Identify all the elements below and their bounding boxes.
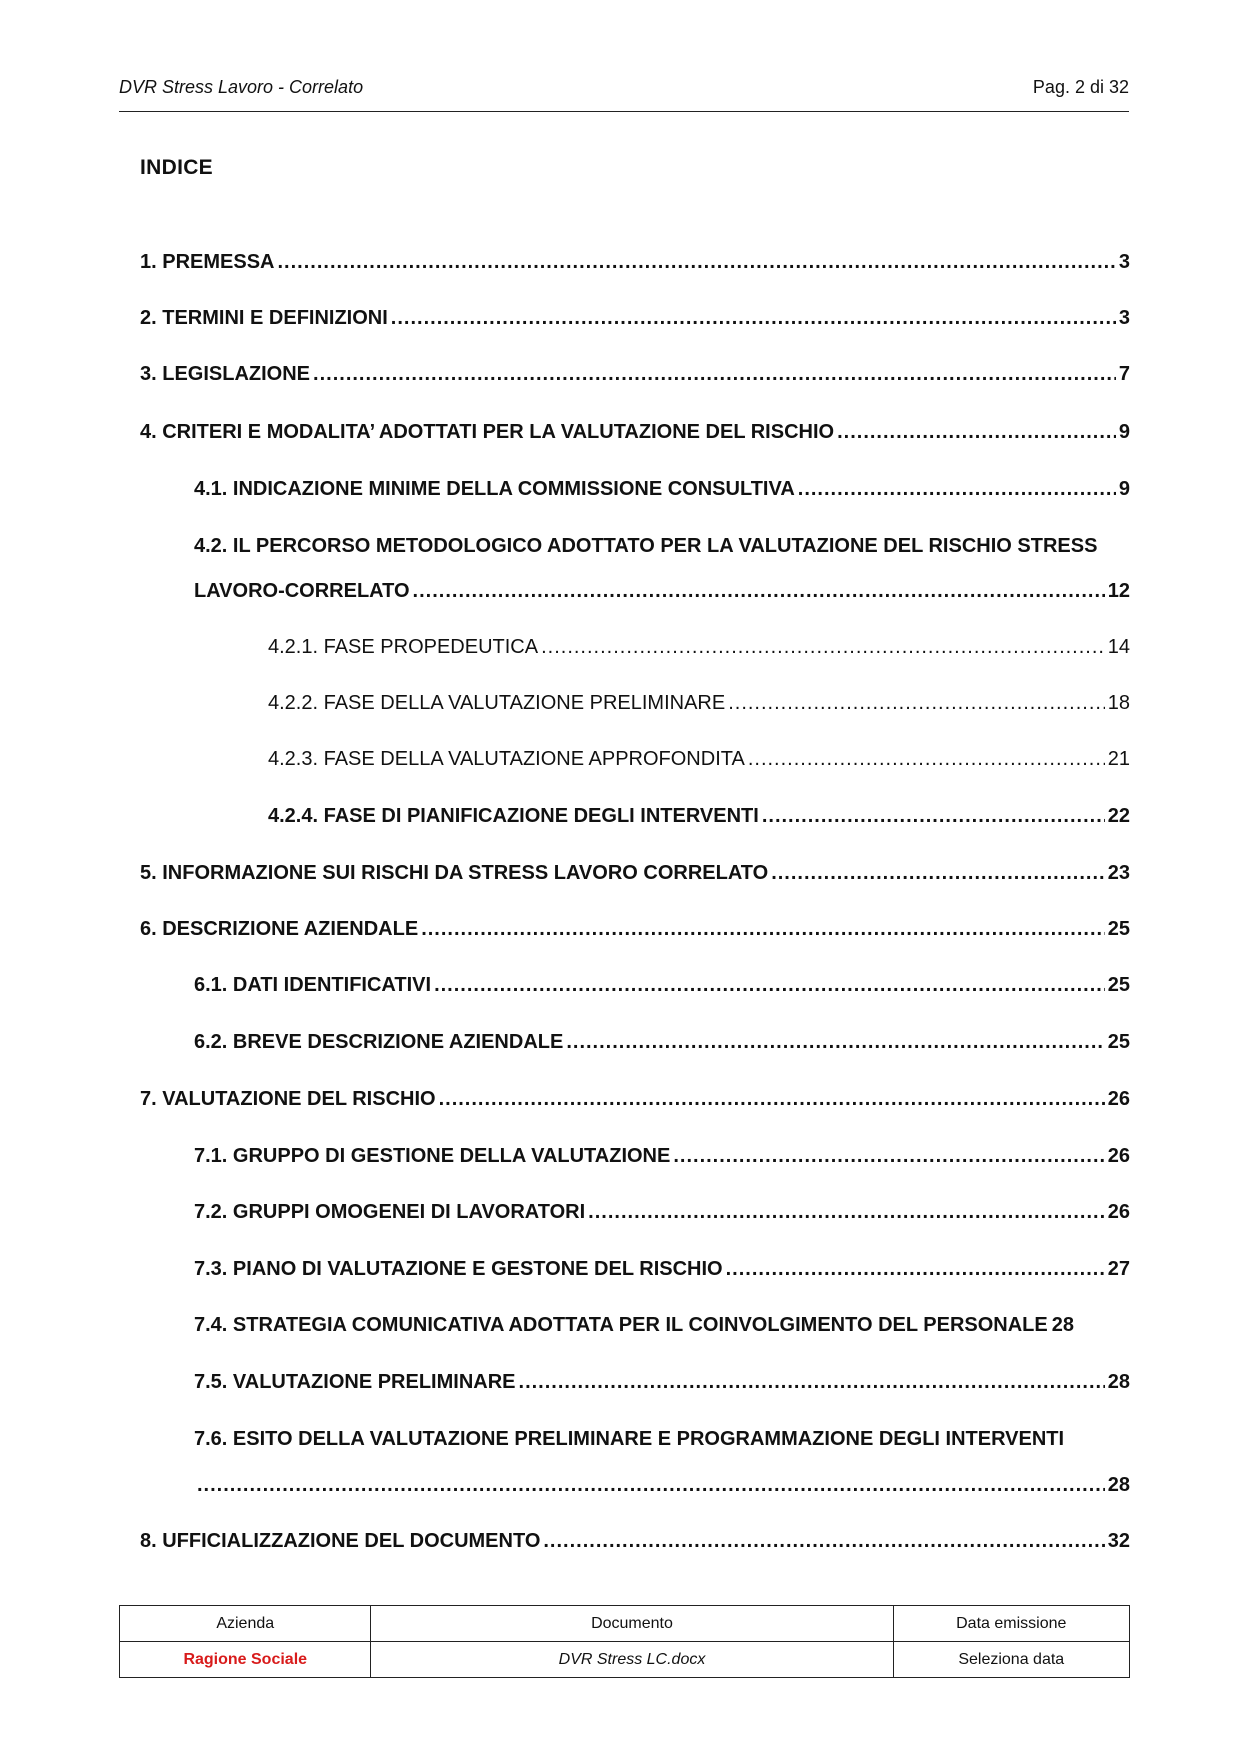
toc-leader-dots <box>541 636 1105 659</box>
toc-entry-2[interactable] <box>140 307 1130 330</box>
toc-entry-label: LAVORO-CORRELATO <box>194 580 410 602</box>
toc-entry-7-5[interactable] <box>194 1371 1130 1394</box>
toc-entry-label: 7.4. STRATEGIA COMUNICATIVA ADOTTATA PER IL COINVOLGIMENTO DEL PERSONALE <box>194 1314 1048 1336</box>
toc-entry-label: 7.2. GRUPPI OMOGENEI DI LAVORATORI <box>194 1201 586 1223</box>
toc-leader-dots <box>771 862 1105 885</box>
toc-leader-dots <box>728 692 1105 715</box>
header-divider <box>119 111 1129 112</box>
toc-leader-dots <box>543 1530 1104 1553</box>
toc-entry-page: 21 <box>1107 748 1130 770</box>
toc-leader-dots <box>313 363 1116 386</box>
toc-entry-7-1[interactable] <box>194 1145 1130 1168</box>
toc-entry-6-1[interactable] <box>194 974 1130 997</box>
toc-entry-page: 28 <box>1107 1371 1130 1393</box>
toc-entry-label: 4.2.3. FASE DELLA VALUTAZIONE APPROFONDITA <box>268 748 745 770</box>
toc-entry-label: 7.3. PIANO DI VALUTAZIONE E GESTONE DEL RISCHIO <box>194 1258 723 1280</box>
toc-entry-page: 14 <box>1107 636 1130 658</box>
footer-documento-header: Documento <box>371 1606 893 1642</box>
toc-entry-page: 25 <box>1107 974 1130 996</box>
toc-leader-dots <box>519 1371 1105 1394</box>
toc-entry-4-2[interactable] <box>194 580 1130 603</box>
toc-entry-3[interactable] <box>140 363 1130 386</box>
toc-entry-page: 9 <box>1118 421 1130 443</box>
toc-leader-dots <box>726 1258 1105 1281</box>
toc-entry-page: 28 <box>1051 1314 1074 1336</box>
footer-data-header: Data emissione <box>893 1606 1129 1642</box>
toc-entry-7-3[interactable] <box>194 1258 1130 1281</box>
toc-entry-label: 6. DESCRIZIONE AZIENDALE <box>140 918 419 940</box>
toc-entry-4-2-3[interactable] <box>268 748 1130 771</box>
toc-entry-page: 28 <box>1107 1474 1130 1496</box>
toc-leader-dots <box>277 251 1115 274</box>
toc-entry-label: 4.2.2. FASE DELLA VALUTAZIONE PRELIMINARE <box>268 692 726 714</box>
toc-entry-1[interactable] <box>140 251 1130 274</box>
toc-entry-6[interactable] <box>140 918 1130 941</box>
index-heading: INDICE <box>140 156 213 179</box>
toc-entry-7[interactable] <box>140 1088 1130 1111</box>
page-header <box>119 77 1129 107</box>
toc-entry-4-2-line1[interactable]: 4.2. IL PERCORSO METODOLOGICO ADOTTATO PER LA VALUTAZIONE DEL RISCHIO STRESS <box>194 535 1098 557</box>
toc-entry-label: 4.2.4. FASE DI PIANIFICAZIONE DEGLI INTERVENTI <box>268 805 759 827</box>
toc-entry-label: 4.2.1. FASE PROPEDEUTICA <box>268 636 539 658</box>
toc-entry-label: 7. VALUTAZIONE DEL RISCHIO <box>140 1088 436 1110</box>
toc-entry-page: 26 <box>1107 1201 1130 1223</box>
document-title: DVR Stress Lavoro - Correlato <box>119 77 364 97</box>
toc-leader-dots <box>413 580 1105 603</box>
toc-entry-4-2-1[interactable] <box>268 636 1130 659</box>
toc-entry-page: 26 <box>1107 1145 1130 1167</box>
toc-entry-page: 23 <box>1107 862 1130 884</box>
toc-entry-4-2-4[interactable] <box>268 805 1130 828</box>
toc-entry-7-6[interactable] <box>194 1474 1130 1497</box>
toc-entry-page: 26 <box>1107 1088 1130 1110</box>
footer-date-picker[interactable]: Seleziona data <box>893 1642 1129 1678</box>
toc-leader-dots <box>798 478 1116 501</box>
toc-leader-dots <box>391 307 1116 330</box>
toc-entry-page: 18 <box>1107 692 1130 714</box>
toc-entry-label: 1. PREMESSA <box>140 251 275 273</box>
toc-entry-4-2-2[interactable] <box>268 692 1130 715</box>
toc-entry-label: 5. INFORMAZIONE SUI RISCHI DA STRESS LAVORO CORRELATO <box>140 862 769 884</box>
toc-entry-page: 3 <box>1118 307 1130 329</box>
toc-entry-page: 9 <box>1118 478 1130 500</box>
toc-entry-4[interactable] <box>140 421 1130 444</box>
page-number: Pag. 2 di 32 <box>1032 77 1129 97</box>
toc-leader-dots <box>748 748 1105 771</box>
toc-entry-page: 22 <box>1107 805 1130 827</box>
toc-entry-label: 4. CRITERI E MODALITA’ ADOTTATI PER LA VALUTAZIONE DEL RISCHIO <box>140 421 835 443</box>
toc-entry-page: 3 <box>1118 251 1130 273</box>
toc-entry-page: 27 <box>1107 1258 1130 1280</box>
toc-leader-dots <box>197 1474 1105 1497</box>
toc-entry-4-1[interactable] <box>194 478 1130 501</box>
footer-azienda-header: Azienda <box>120 1606 371 1642</box>
toc-leader-dots <box>588 1201 1105 1224</box>
toc-entry-page: 25 <box>1107 1031 1130 1053</box>
toc-entry-label: 3. LEGISLAZIONE <box>140 363 311 385</box>
footer-filename: DVR Stress LC.docx <box>371 1642 893 1678</box>
toc-entry-page: 25 <box>1107 918 1130 940</box>
toc-entry-page: 7 <box>1118 363 1130 385</box>
toc-entry-page: 32 <box>1107 1530 1130 1552</box>
toc-leader-dots <box>837 421 1116 444</box>
toc-leader-dots <box>673 1145 1104 1168</box>
toc-leader-dots <box>762 805 1105 828</box>
toc-leader-dots <box>421 918 1105 941</box>
toc-leader-dots <box>566 1031 1104 1054</box>
toc-entry-7-2[interactable] <box>194 1201 1130 1224</box>
toc-entry-label: 6.2. BREVE DESCRIZIONE AZIENDALE <box>194 1031 564 1053</box>
toc-entry-label: 7.5. VALUTAZIONE PRELIMINARE <box>194 1371 516 1393</box>
toc-entry-label: 6.1. DATI IDENTIFICATIVI <box>194 974 432 996</box>
toc-entry-label: 8. UFFICIALIZZAZIONE DEL DOCUMENTO <box>140 1530 541 1552</box>
toc-entry-6-2[interactable] <box>194 1031 1130 1054</box>
footer-ragione-sociale[interactable]: Ragione Sociale <box>120 1642 371 1678</box>
toc-entry-label: 2. TERMINI E DEFINIZIONI <box>140 307 388 329</box>
footer-table <box>119 1605 1130 1678</box>
toc-entry-page: 12 <box>1107 580 1130 602</box>
toc-entry-5[interactable] <box>140 862 1130 885</box>
toc-leader-dots <box>434 974 1105 997</box>
toc-entry-8[interactable] <box>140 1530 1130 1553</box>
toc-entry-label: 7.1. GRUPPO DI GESTIONE DELLA VALUTAZIONE <box>194 1145 671 1167</box>
toc-entry-7-6-line1[interactable]: 7.6. ESITO DELLA VALUTAZIONE PRELIMINARE E PROGRAMMAZIONE DEGLI INTERVENTI <box>194 1428 1065 1450</box>
toc-leader-dots <box>439 1088 1105 1111</box>
toc-entry-label: 4.1. INDICAZIONE MINIME DELLA COMMISSIONE CONSULTIVA <box>194 478 795 500</box>
toc-entry-7-4[interactable] <box>194 1314 1130 1337</box>
